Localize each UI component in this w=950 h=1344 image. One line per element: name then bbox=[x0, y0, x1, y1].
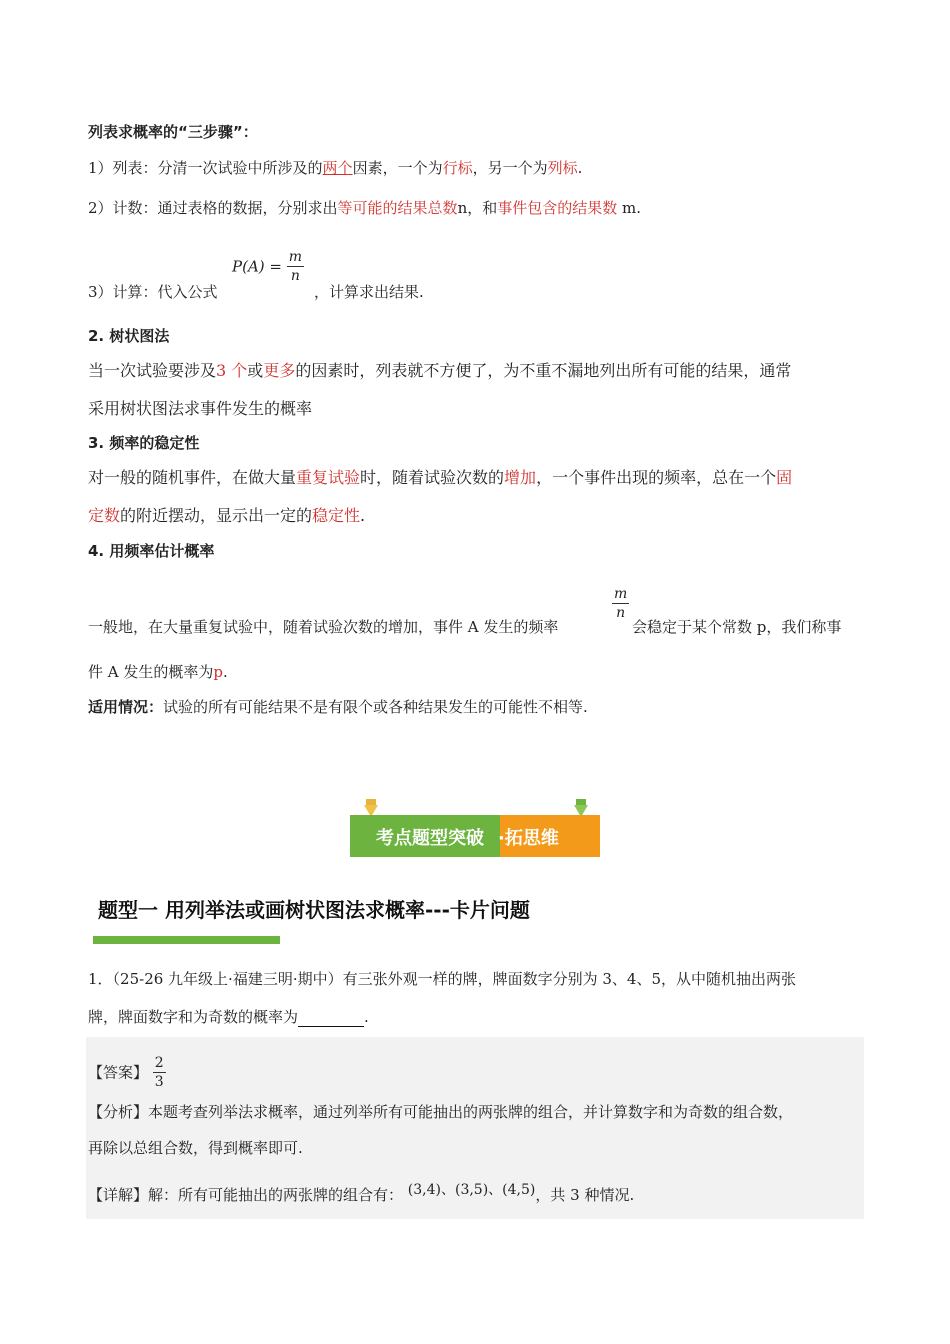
stability-period: . bbox=[360, 506, 366, 525]
detail-text: 【详解】解：所有可能抽出的两张牌的组合有： bbox=[88, 1186, 404, 1204]
banner-right-text: ·拓思维 bbox=[498, 828, 559, 849]
frequency-numerator: m bbox=[614, 586, 628, 602]
stability-text: 对一般的随机事件，在做大量 bbox=[88, 468, 297, 487]
estimate-heading: 4. 用频率估计概率 bbox=[88, 542, 215, 560]
probability-formula bbox=[232, 248, 304, 285]
answer-numerator: 2 bbox=[154, 1055, 164, 1071]
stability-paragraph-2 bbox=[88, 506, 365, 526]
estimate-paragraph-2 bbox=[88, 662, 228, 682]
section-banner bbox=[350, 815, 600, 857]
formula-denominator: n bbox=[290, 268, 300, 284]
step-1 bbox=[88, 158, 582, 178]
tree-text-3: 的因素时，列表就不方便了，为不重不漏地列出所有可能的结果，通常 bbox=[295, 361, 792, 380]
stability-highlight-stable: 稳定性 bbox=[312, 506, 361, 525]
stability-paragraph-1 bbox=[88, 468, 792, 488]
frequency-fraction-inner bbox=[612, 585, 629, 622]
usage-label: 适用情况： bbox=[88, 698, 164, 716]
answer-denominator: 3 bbox=[154, 1074, 164, 1090]
tree-heading: 2. 树状图法 bbox=[88, 327, 170, 345]
estimate-highlight-p: p bbox=[213, 663, 223, 681]
estimate-period: . bbox=[222, 663, 228, 681]
step-2-highlight-event: 事件包含的结果数 bbox=[497, 199, 618, 217]
step-2-highlight-total: 等可能的结果总数 bbox=[337, 199, 458, 217]
analysis-line-2: 再除以总组合数，得到概率即可. bbox=[88, 1139, 303, 1157]
step-1-text-3: ，另一个为 bbox=[472, 159, 548, 177]
estimate-paragraph-1: 一般地，在大量重复试验中，随着试验次数的增加，事件 A 发生的频率 bbox=[88, 618, 559, 636]
paper-clip-icon-right bbox=[572, 797, 590, 817]
step-2-text-2: n，和 bbox=[457, 199, 498, 217]
step-2 bbox=[88, 198, 641, 218]
tree-text-2: 或 bbox=[247, 361, 264, 380]
tree-text: 当一次试验要涉及 bbox=[88, 361, 217, 380]
estimate-paragraph-1-tail: 会稳定于某个常数 p，我们称事 bbox=[632, 618, 842, 636]
detail-text-2: ，共 3 种情况. bbox=[535, 1186, 635, 1204]
question-1-text: 牌，牌面数字和为奇数的概率为 bbox=[88, 1008, 299, 1026]
stability-highlight-fixed-2: 定数 bbox=[88, 506, 121, 525]
step-1-highlight-col: 列标 bbox=[547, 159, 578, 177]
step-1-text-2: 因素，一个为 bbox=[352, 159, 443, 177]
question-1-period: . bbox=[364, 1008, 369, 1026]
estimate-text: 件 A 发生的概率为 bbox=[88, 663, 214, 681]
banner-left-text: 考点题型突破 bbox=[376, 828, 484, 849]
detail-pairs: (3,4)、(3,5)、(4,5) bbox=[407, 1182, 536, 1198]
stability-highlight-increase: 增加 bbox=[504, 468, 537, 487]
stability-text-4: 的附近摆动，显示出一定的 bbox=[120, 506, 313, 525]
detail-line bbox=[88, 1182, 635, 1206]
step-1-highlight-row: 行标 bbox=[442, 159, 473, 177]
step-3-tail: ，计算求出结果. bbox=[314, 283, 424, 301]
tree-paragraph-1 bbox=[88, 361, 791, 381]
section-title-underline bbox=[93, 936, 280, 944]
analysis-line-1: 【分析】本题考查列举法求概率，通过列举所有可能抽出的两张牌的组合，并计算数字和为奇数的组合数， bbox=[88, 1103, 794, 1121]
steps-title: 列表求概率的“三步骤”： bbox=[88, 123, 258, 141]
answer-line bbox=[88, 1054, 166, 1091]
formula-lhs: P(A) = bbox=[232, 257, 282, 276]
paper-clip-icon bbox=[362, 797, 380, 817]
formula-numerator: m bbox=[288, 249, 303, 265]
step-3 bbox=[88, 282, 218, 302]
section-title: 题型一 用列举法或画树状图法求概率---卡片问题 bbox=[98, 898, 530, 922]
stability-highlight-fixed: 固 bbox=[776, 468, 793, 487]
usage-text: 试验的所有可能结果不是有限个或各种结果发生的可能性不相等. bbox=[163, 698, 588, 716]
stability-highlight-repeat: 重复试验 bbox=[296, 468, 361, 487]
frequency-fraction bbox=[612, 585, 629, 622]
step-3-text: 3）计算：代入公式 bbox=[88, 283, 218, 301]
question-1-line-1: 1．（25-26 九年级上·福建三明·期中）有三张外观一样的牌，牌面数字分别为 3、4、5，从中随机抽出两张 bbox=[88, 970, 796, 988]
answer-fraction bbox=[153, 1054, 166, 1091]
tree-paragraph-2: 采用树状图法求事件发生的概率 bbox=[88, 399, 313, 418]
stability-heading: 3. 频率的稳定性 bbox=[88, 434, 200, 452]
question-1-line-2 bbox=[88, 1007, 369, 1027]
usage-line bbox=[88, 697, 588, 717]
step-2-text: 2）计数：通过表格的数据，分别求出 bbox=[88, 199, 338, 217]
step-2-text-3: m. bbox=[617, 199, 642, 217]
step-1-period: . bbox=[577, 159, 583, 177]
answer-label: 【答案】 bbox=[88, 1063, 149, 1082]
stability-text-3: ，一个事件出现的频率，总在一个 bbox=[536, 468, 777, 487]
tree-highlight-three: 3 个 bbox=[216, 361, 248, 380]
tree-highlight-more: 更多 bbox=[263, 361, 296, 380]
stability-text-2: 时，随着试验次数的 bbox=[360, 468, 505, 487]
answer-blank bbox=[298, 1010, 364, 1027]
step-1-highlight-two: 两个 bbox=[322, 159, 353, 177]
frequency-denominator: n bbox=[616, 605, 626, 621]
formula-fraction bbox=[287, 248, 304, 285]
step-1-text: 1）列表：分清一次试验中所涉及的 bbox=[88, 159, 323, 177]
